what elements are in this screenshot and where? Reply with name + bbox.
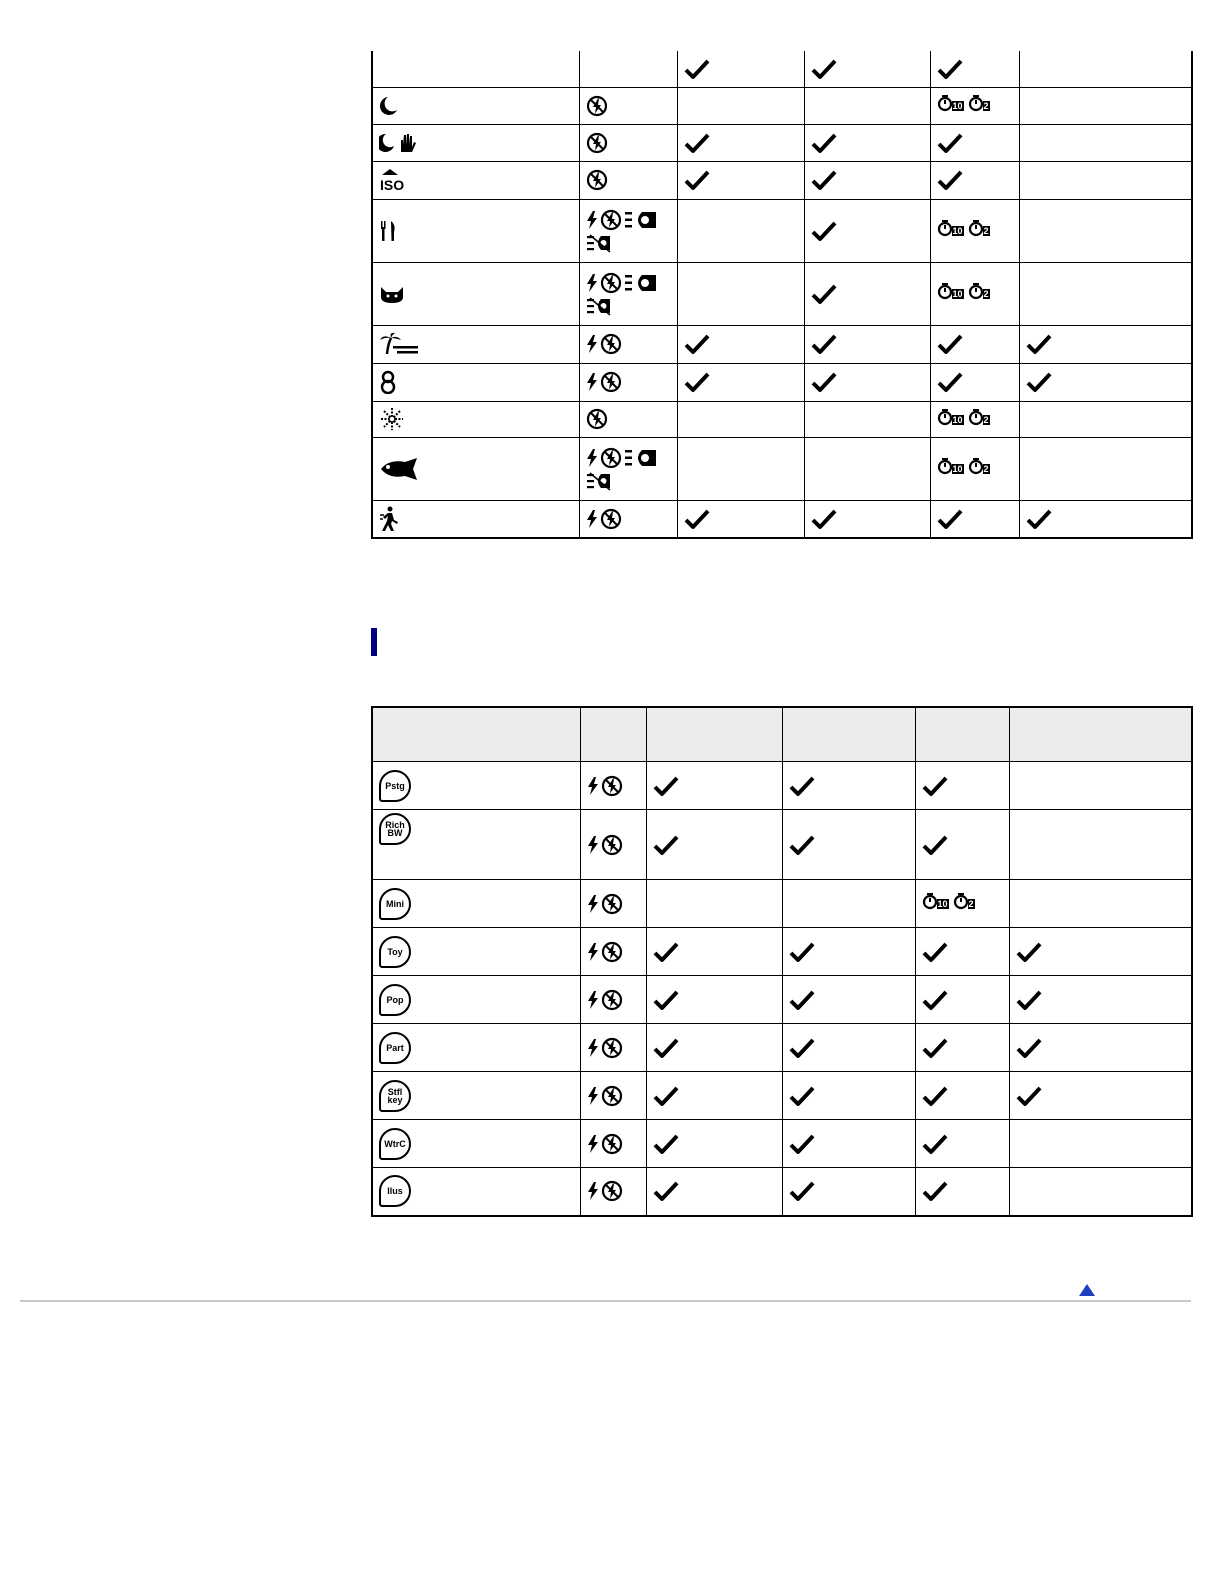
- flash-off-icon: [600, 447, 622, 469]
- table-cell: [782, 928, 915, 976]
- flash-off-icon: [601, 1085, 623, 1107]
- check-icon: [1016, 941, 1042, 963]
- flash-cell: [579, 199, 677, 262]
- scene-mode-cell: [372, 51, 579, 87]
- check-icon: [653, 1037, 679, 1059]
- check-icon: [922, 1133, 948, 1155]
- self-timer-cell: [930, 363, 1019, 401]
- self-timer-cell: [930, 437, 1019, 500]
- table-cell: [804, 363, 930, 401]
- table-cell: [646, 1024, 782, 1072]
- table-row: [372, 262, 1192, 325]
- timer-seconds-label: 10: [952, 414, 963, 425]
- check-icon: [922, 1037, 948, 1059]
- check-icon: [1016, 989, 1042, 1011]
- flash-auto-icon: [586, 509, 598, 529]
- table-row: [372, 762, 1192, 810]
- check-icon: [922, 1180, 948, 1202]
- table-cell: [804, 199, 930, 262]
- flash-off-icon: [586, 132, 608, 154]
- table-cell: [804, 124, 930, 161]
- check-icon: [811, 132, 837, 154]
- header-cell: [915, 707, 1009, 762]
- flash-cell: [579, 124, 677, 161]
- table-header-row: [372, 707, 1192, 762]
- check-icon: [937, 132, 963, 154]
- table-cell: [1009, 762, 1192, 810]
- table-cell: [804, 262, 930, 325]
- table-cell: [804, 437, 930, 500]
- flash-off-icon: [601, 893, 623, 915]
- table-row: [372, 500, 1192, 538]
- table-cell: [1019, 51, 1192, 87]
- table-cell: [646, 928, 782, 976]
- check-icon: [1016, 1085, 1042, 1107]
- table-cell: [782, 976, 915, 1024]
- check-icon: [922, 775, 948, 797]
- header-cell: [782, 707, 915, 762]
- self-timer-icons: [937, 219, 990, 237]
- picture-effect-cell: [372, 976, 580, 1024]
- self-timer-cell: [915, 976, 1009, 1024]
- table-cell: [804, 325, 930, 363]
- check-icon: [789, 775, 815, 797]
- picture-effect-badge-icon: Pstg: [379, 770, 411, 802]
- table-row: [372, 880, 1192, 928]
- timer-seconds-label: 2: [983, 464, 989, 474]
- table-cell: [804, 161, 930, 199]
- picture-effect-badge-icon: Part: [379, 1032, 411, 1064]
- check-icon: [684, 508, 710, 530]
- self-timer-10-icon: [937, 94, 964, 112]
- flash-auto-icon: [587, 1086, 599, 1106]
- table-row: [372, 1120, 1192, 1168]
- self-timer-2-icon: [968, 94, 990, 112]
- flash-off-icon: [601, 775, 623, 797]
- hand-held-twilight-icon: [379, 132, 417, 154]
- self-timer-icons: [937, 94, 990, 112]
- table-cell: [1009, 1120, 1192, 1168]
- self-timer-10-icon: [937, 282, 964, 300]
- table-cell: [804, 87, 930, 124]
- section-heading-marker: [371, 628, 377, 656]
- pet-icon: [379, 283, 405, 305]
- table-row: [372, 161, 1192, 199]
- check-icon: [789, 1180, 815, 1202]
- table-row: [372, 928, 1192, 976]
- flash-auto-icon: [587, 776, 599, 796]
- table-cell: [782, 1120, 915, 1168]
- table-cell: [1019, 161, 1192, 199]
- check-icon: [811, 333, 837, 355]
- flash-auto-icon: [587, 835, 599, 855]
- check-icon: [684, 58, 710, 80]
- table-cell: [804, 500, 930, 538]
- flash-on-icon: [624, 447, 658, 469]
- self-timer-2-icon: [968, 282, 990, 300]
- flash-auto-icon: [586, 210, 598, 230]
- timer-seconds-label: 10: [952, 464, 963, 474]
- table-row: [372, 51, 1192, 87]
- check-icon: [653, 775, 679, 797]
- flash-cell: [580, 880, 646, 928]
- table-cell: [1019, 500, 1192, 538]
- self-timer-2-icon: [953, 892, 975, 910]
- flash-cell: [580, 762, 646, 810]
- self-timer-10-icon: [937, 408, 964, 426]
- flash-cell: [580, 1120, 646, 1168]
- table-cell: [646, 762, 782, 810]
- self-timer-cell: [915, 810, 1009, 880]
- flash-off-icon: [601, 1037, 623, 1059]
- picture-effect-badge-icon: Rich BW: [379, 813, 411, 845]
- flash-auto-icon: [587, 1134, 599, 1154]
- table-cell: [677, 437, 804, 500]
- table-cell: [677, 199, 804, 262]
- check-icon: [653, 941, 679, 963]
- picture-effect-cell: [372, 1168, 580, 1216]
- self-timer-icons: [937, 408, 990, 426]
- check-icon: [1016, 1037, 1042, 1059]
- flash-on-icon: [624, 209, 658, 231]
- table-row: [372, 810, 1192, 880]
- table-row: [372, 1024, 1192, 1072]
- table-row: [372, 1168, 1192, 1216]
- scene-mode-cell: [372, 500, 579, 538]
- header-cell: [646, 707, 782, 762]
- slow-sync-icon: [586, 233, 612, 253]
- table-cell: [677, 401, 804, 437]
- check-icon: [937, 333, 963, 355]
- check-icon: [922, 941, 948, 963]
- check-icon: [811, 169, 837, 191]
- table-cell: [1009, 1024, 1192, 1072]
- table-cell: [677, 363, 804, 401]
- table-row: [372, 401, 1192, 437]
- scene-mode-cell: [372, 87, 579, 124]
- flash-off-icon: [586, 95, 608, 117]
- table-row: [372, 363, 1192, 401]
- self-timer-cell: [930, 51, 1019, 87]
- fireworks-icon: [379, 406, 405, 432]
- check-icon: [684, 333, 710, 355]
- flash-cell: [579, 87, 677, 124]
- table-cell: [677, 325, 804, 363]
- scene-mode-cell: [372, 262, 579, 325]
- table-cell: [1019, 262, 1192, 325]
- flash-cell: [579, 437, 677, 500]
- flash-cell: [580, 976, 646, 1024]
- snow-icon: [379, 370, 397, 394]
- table-cell: [782, 762, 915, 810]
- header-cell: [1009, 707, 1192, 762]
- check-icon: [922, 1085, 948, 1107]
- self-timer-cell: [930, 262, 1019, 325]
- self-timer-cell: [930, 325, 1019, 363]
- table-cell: [1009, 880, 1192, 928]
- table-cell: [1019, 437, 1192, 500]
- back-to-top-icon[interactable]: [1078, 1283, 1096, 1297]
- flash-off-icon: [600, 508, 622, 530]
- check-icon: [937, 58, 963, 80]
- table-cell: [646, 1120, 782, 1168]
- table-cell: [646, 1168, 782, 1216]
- self-timer-2-icon: [968, 457, 990, 475]
- table-cell: [1009, 928, 1192, 976]
- self-timer-10-icon: [937, 457, 964, 475]
- table-row: [372, 325, 1192, 363]
- check-icon: [653, 1085, 679, 1107]
- flash-cell: [580, 1072, 646, 1120]
- self-timer-2-icon: [968, 219, 990, 237]
- check-icon: [1026, 333, 1052, 355]
- flash-off-icon: [586, 408, 608, 430]
- picture-effect-badge-icon: Mini: [379, 888, 411, 920]
- flash-auto-icon: [587, 990, 599, 1010]
- flash-off-icon: [601, 989, 623, 1011]
- picture-effect-badge-icon: Toy: [379, 936, 411, 968]
- timer-seconds-label: 2: [968, 899, 974, 909]
- scene-mode-cell: [372, 325, 579, 363]
- check-icon: [653, 834, 679, 856]
- flash-off-icon: [600, 209, 622, 231]
- flash-cell: [579, 161, 677, 199]
- flash-auto-icon: [586, 372, 598, 392]
- picture-effect-badge-icon: Ilus: [379, 1175, 411, 1207]
- table-cell: [1019, 401, 1192, 437]
- timer-seconds-label: 10: [952, 101, 963, 111]
- self-timer-cell: [915, 1072, 1009, 1120]
- flash-off-icon: [601, 1133, 623, 1155]
- svg-text:ISO: ISO: [380, 177, 405, 192]
- table-cell: [782, 810, 915, 880]
- self-timer-cell: [930, 500, 1019, 538]
- slow-sync-icon: [586, 296, 612, 316]
- underwater-icon: [379, 457, 419, 481]
- check-icon: [653, 1133, 679, 1155]
- night-scene-icon: [379, 95, 401, 117]
- check-icon: [789, 1133, 815, 1155]
- table-cell: [677, 161, 804, 199]
- picture-effect-badge-icon: Stfl key: [379, 1080, 411, 1112]
- flash-off-icon: [586, 169, 608, 191]
- timer-seconds-label: 10: [952, 289, 963, 299]
- table-cell: [677, 51, 804, 87]
- self-timer-cell: [915, 880, 1009, 928]
- timer-seconds-label: 2: [983, 414, 989, 425]
- flash-cell: [579, 51, 677, 87]
- picture-effect-cell: [372, 928, 580, 976]
- flash-cell: [579, 500, 677, 538]
- timer-seconds-label: 10: [937, 899, 948, 909]
- check-icon: [684, 132, 710, 154]
- flash-auto-icon: [587, 942, 599, 962]
- flash-auto-icon: [587, 1038, 599, 1058]
- page-divider: [20, 1300, 1191, 1302]
- flash-cell: [580, 928, 646, 976]
- table-cell: [1019, 87, 1192, 124]
- table-cell: [677, 87, 804, 124]
- self-timer-cell: [915, 762, 1009, 810]
- table-cell: [804, 401, 930, 437]
- check-icon: [1026, 371, 1052, 393]
- scene-mode-cell: [372, 161, 579, 199]
- flash-auto-icon: [586, 273, 598, 293]
- self-timer-icons: [922, 892, 975, 910]
- self-timer-icons: [937, 282, 990, 300]
- check-icon: [789, 989, 815, 1011]
- self-timer-cell: [930, 161, 1019, 199]
- table-cell: [1019, 363, 1192, 401]
- scene-mode-cell: [372, 363, 579, 401]
- check-icon: [937, 508, 963, 530]
- picture-effect-cell: [372, 1024, 580, 1072]
- flash-on-icon: [624, 272, 658, 294]
- flash-cell: [579, 363, 677, 401]
- table-cell: [782, 1168, 915, 1216]
- self-timer-2-icon: [968, 408, 990, 426]
- header-cell: [580, 707, 646, 762]
- slow-sync-icon: [586, 471, 612, 491]
- table-row: [372, 1072, 1192, 1120]
- table-row: [372, 87, 1192, 124]
- check-icon: [789, 834, 815, 856]
- scene-mode-cell: [372, 401, 579, 437]
- beach-icon: [379, 332, 419, 356]
- flash-auto-icon: [586, 334, 598, 354]
- check-icon: [789, 1085, 815, 1107]
- flash-cell: [580, 1024, 646, 1072]
- flash-auto-icon: [587, 1181, 599, 1201]
- header-cell: [372, 707, 580, 762]
- self-timer-cell: [915, 928, 1009, 976]
- picture-effect-badge-icon: Pop: [379, 984, 411, 1016]
- scene-mode-table: [371, 51, 1193, 539]
- flash-cell: [580, 1168, 646, 1216]
- scene-mode-cell: [372, 437, 579, 500]
- table-cell: [677, 124, 804, 161]
- table-cell: [804, 51, 930, 87]
- check-icon: [1026, 508, 1052, 530]
- self-timer-cell: [930, 401, 1019, 437]
- picture-effect-table: [371, 706, 1193, 1217]
- self-timer-cell: [915, 1120, 1009, 1168]
- table-row: [372, 124, 1192, 161]
- check-icon: [653, 989, 679, 1011]
- table-cell: [646, 810, 782, 880]
- picture-effect-cell: [372, 762, 580, 810]
- flash-off-icon: [601, 941, 623, 963]
- picture-effect-cell: [372, 1072, 580, 1120]
- self-timer-cell: [915, 1168, 1009, 1216]
- check-icon: [684, 371, 710, 393]
- table-row: [372, 976, 1192, 1024]
- timer-seconds-label: 2: [983, 101, 989, 111]
- self-timer-10-icon: [922, 892, 949, 910]
- scene-mode-cell: [372, 199, 579, 262]
- table-cell: [782, 880, 915, 928]
- self-timer-cell: [930, 199, 1019, 262]
- check-icon: [789, 1037, 815, 1059]
- table-cell: [782, 1024, 915, 1072]
- flash-auto-icon: [587, 894, 599, 914]
- table-cell: [646, 1072, 782, 1120]
- timer-seconds-label: 10: [952, 226, 963, 236]
- table-cell: [1009, 1168, 1192, 1216]
- table-cell: [1019, 124, 1192, 161]
- table-cell: [1019, 325, 1192, 363]
- table-row: [372, 437, 1192, 500]
- picture-effect-badge-icon: WtrC: [379, 1128, 411, 1160]
- flash-off-icon: [601, 1180, 623, 1202]
- flash-off-icon: [600, 371, 622, 393]
- table-cell: [1019, 199, 1192, 262]
- flash-cell: [580, 810, 646, 880]
- flash-cell: [579, 401, 677, 437]
- check-icon: [937, 169, 963, 191]
- check-icon: [789, 941, 815, 963]
- table-cell: [677, 500, 804, 538]
- check-icon: [922, 834, 948, 856]
- anti-motion-blur-icon: [379, 506, 399, 532]
- picture-effect-cell: [372, 810, 580, 880]
- check-icon: [811, 58, 837, 80]
- self-timer-cell: [930, 87, 1019, 124]
- flash-off-icon: [600, 272, 622, 294]
- flash-off-icon: [601, 834, 623, 856]
- self-timer-icons: [937, 457, 990, 475]
- table-cell: [646, 880, 782, 928]
- check-icon: [922, 989, 948, 1011]
- picture-effect-cell: [372, 880, 580, 928]
- timer-seconds-label: 2: [983, 289, 989, 299]
- flash-auto-icon: [586, 448, 598, 468]
- self-timer-cell: [930, 124, 1019, 161]
- table-cell: [1009, 976, 1192, 1024]
- self-timer-10-icon: [937, 219, 964, 237]
- check-icon: [653, 1180, 679, 1202]
- picture-effect-cell: [372, 1120, 580, 1168]
- flash-off-icon: [600, 333, 622, 355]
- gourmet-icon: [379, 219, 399, 243]
- table-cell: [782, 1072, 915, 1120]
- table-cell: [1009, 1072, 1192, 1120]
- check-icon: [937, 371, 963, 393]
- table-cell: [646, 976, 782, 1024]
- self-timer-cell: [915, 1024, 1009, 1072]
- check-icon: [811, 371, 837, 393]
- check-icon: [811, 283, 837, 305]
- flash-cell: [579, 325, 677, 363]
- table-cell: [1009, 810, 1192, 880]
- check-icon: [684, 169, 710, 191]
- scene-mode-cell: [372, 124, 579, 161]
- high-sensitivity-icon: [379, 168, 413, 192]
- table-cell: [677, 262, 804, 325]
- check-icon: [811, 508, 837, 530]
- flash-cell: [579, 262, 677, 325]
- table-row: [372, 199, 1192, 262]
- check-icon: [811, 220, 837, 242]
- timer-seconds-label: 2: [983, 226, 989, 236]
